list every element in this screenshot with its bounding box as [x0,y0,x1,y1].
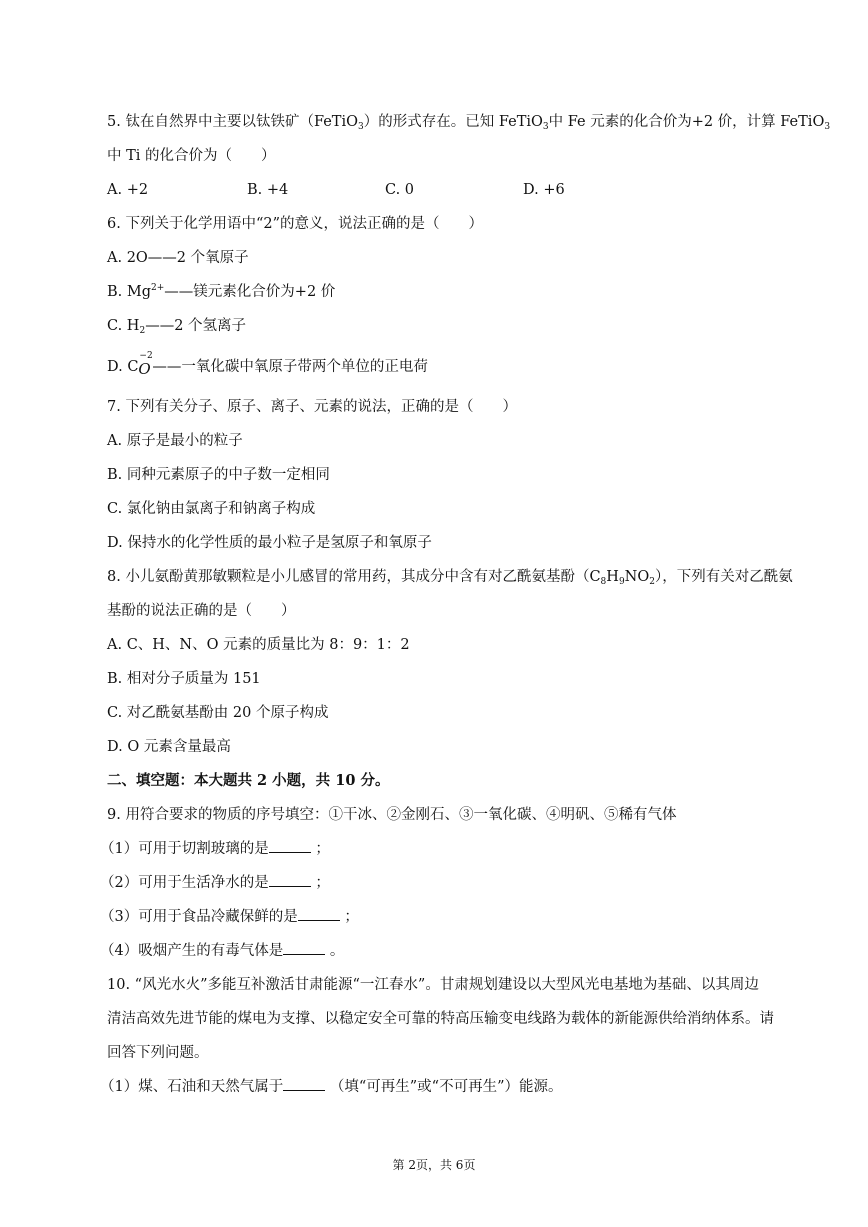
q5-stem-line1: 5. 钛在自然界中主要以钛铁矿（FeTiO$_3$）的形式存在。已知 FeTiO$_3$中 Fe 元素的化合价为+2 价，计算 FeTiO$_3$ [107,114,831,132]
q8-stem-line1: 8. 小儿氨酚黄那敏颗粒是小儿感冒的常用药，其成分中含有对乙酰氨基酚$(C_8H_9NO_2)$，下列有关对乙酰氨 [107,569,793,587]
q9-stem: 9. 用符合要求的物质的序号填空：①干冰、②金刚石、③一氧化碳、④明矾、⑤稀有气体 [107,807,677,823]
valence-notation: −2 O [138,351,153,378]
q9-part-3: （3）可用于食品冷藏保鲜的是 ； [100,909,359,925]
answer-blank[interactable] [283,942,325,955]
q8-option-b: B. 相对分子质量为 151 [107,671,261,687]
q7-stem: 7. 下列有关分子、原子、离子、元素的说法，正确的是（ ） [107,399,517,415]
q10-stem-line2: 清洁高效先进节能的煤电为支撑、以稳定安全可靠的特高压输变电线路为载体的新能源供给消纳体系。请 [107,1011,774,1027]
q10-stem-line3: 回答下列问题。 [107,1045,209,1061]
q8-option-a: A. C、H、N、O 元素的质量比为 8：9：1：2 [107,637,410,653]
q6-option-d: D. C −2 O ——一氧化碳中氧原子带两个单位的正电荷 [107,351,428,378]
q9-part-1: （1）可用于切割玻璃的是 ； [100,841,330,857]
q7-option-c: C. 氯化钠由氯离子和钠离子构成 [107,501,316,517]
q6-option-a: A. 2O——2 个氧原子 [107,250,249,266]
answer-blank[interactable] [269,874,311,887]
q8-option-c: C. 对乙酰氨基酚由 20 个原子构成 [107,705,329,721]
q5-stem-line2: 中 Ti 的化合价为（ ） [107,148,276,164]
q10-part-1: （1）煤、石油和天然气属于 （填“可再生”或“不可再生”）能源。 [100,1079,563,1095]
q7-option-d: D. 保持水的化学性质的最小粒子是氢原子和氧原子 [107,535,432,551]
q5-option-b: B. +4 [247,182,289,198]
q5-option-c: C. 0 [385,182,415,198]
q10-stem-line1: 10. “风光水火”多能互补激活甘肃能源“一江春水”。甘肃规划建设以大型风光电基地为基础、以其周边 [107,977,759,993]
q6-option-c: C. $H_2——2$ 个氢离子 [107,318,247,336]
q6-option-b: B. $Mg^{2+}——$镁元素化合价为+2 价 [107,283,336,300]
q5-option-d: D. +6 [523,182,565,198]
answer-blank[interactable] [298,908,340,921]
page-number-footer: 第 2页，共 6页 [392,1158,476,1172]
answer-blank[interactable] [269,840,311,853]
answer-blank[interactable] [283,1078,325,1091]
q8-stem-line2: 基酚的说法正确的是（ ） [107,603,296,619]
q7-option-b: B. 同种元素原子的中子数一定相同 [107,467,330,483]
q8-option-d: D. O 元素含量最高 [107,739,231,755]
q5-option-a: A. +2 [107,182,149,198]
q9-part-4: （4）吸烟产生的有毒气体是 。 [100,943,345,959]
q6-stem: 6. 下列关于化学用语中“2”的意义，说法正确的是（ ） [107,216,483,232]
section-heading: 二、填空题：本大题共 2 小题，共 10 分。 [107,772,390,789]
q7-option-a: A. 原子是最小的粒子 [107,433,243,449]
q9-part-2: （2）可用于生活净水的是 ； [100,875,330,891]
